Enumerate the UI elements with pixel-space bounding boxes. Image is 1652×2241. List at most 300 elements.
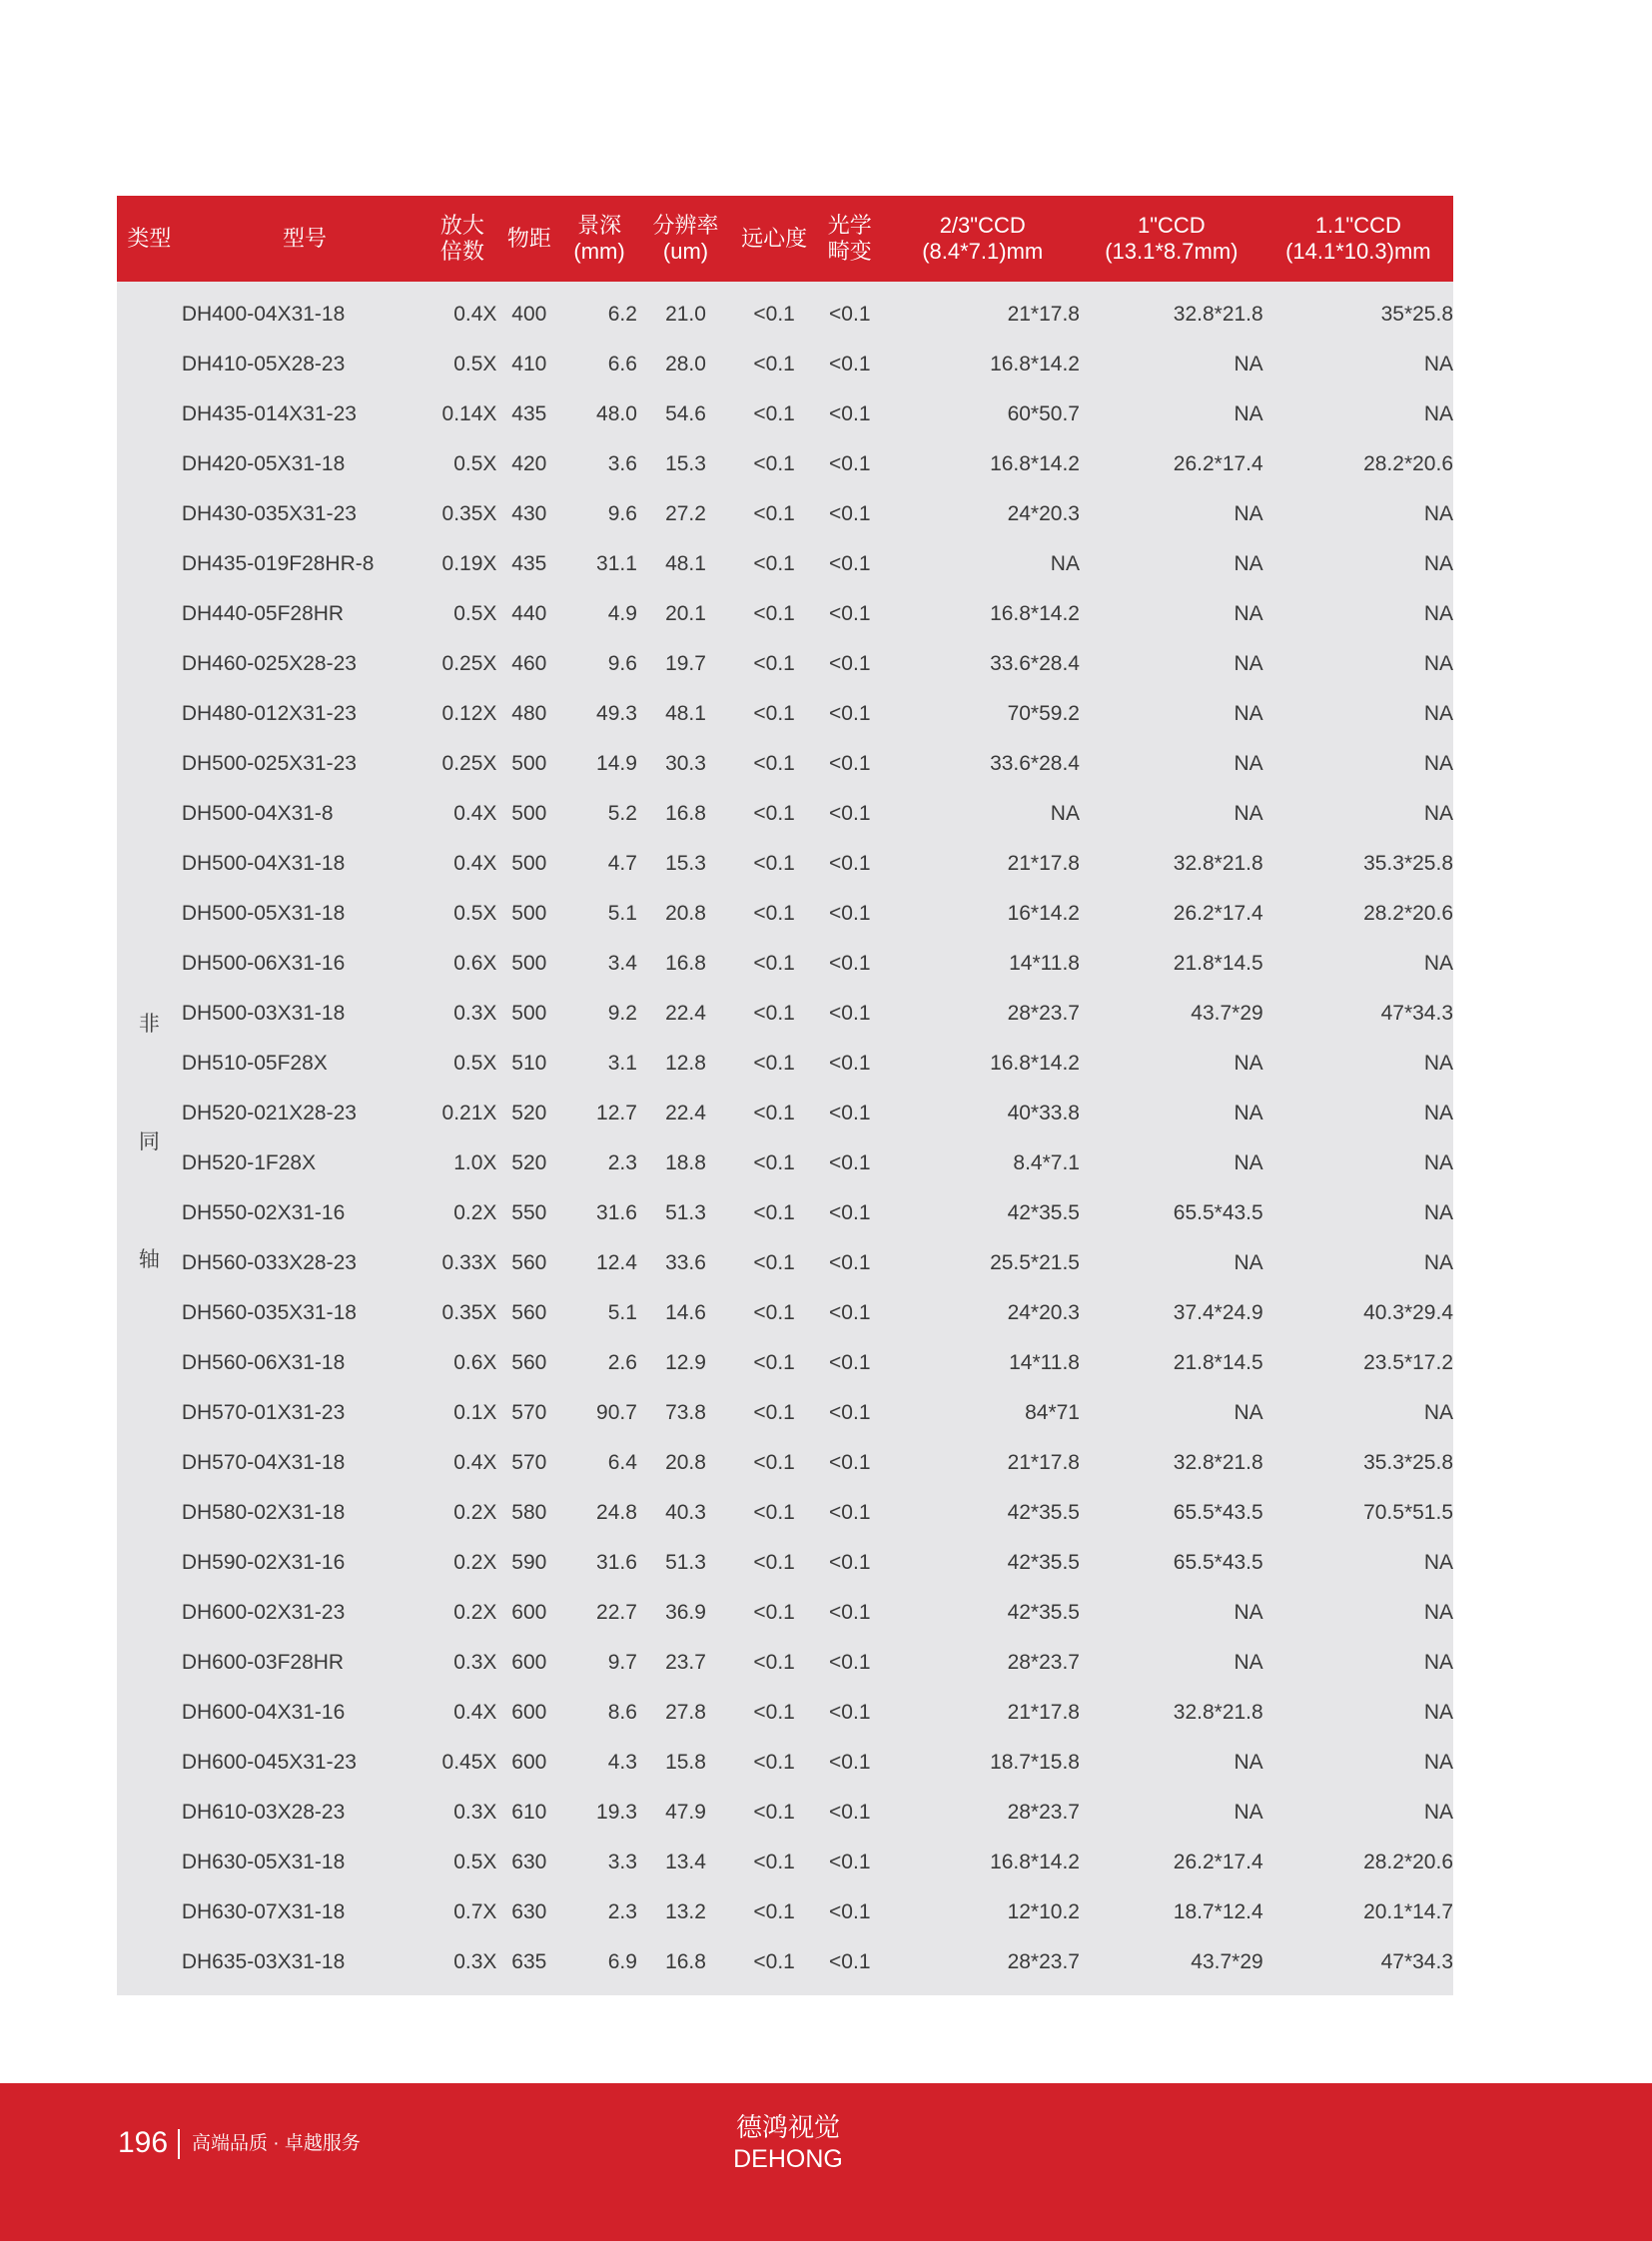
working-distance-cell: 570 — [511, 1451, 547, 1474]
working-distance-cell: 510 — [511, 1052, 547, 1075]
magnification-cell: 0.7X — [453, 1900, 497, 1923]
telecentricity-cell: <0.1 — [753, 1102, 795, 1124]
resolution-cell: 21.0 — [665, 303, 706, 326]
model-cell: DH520-021X28-23 — [181, 1102, 357, 1124]
depth-of-field-cell: 4.7 — [607, 852, 637, 875]
working-distance-cell: 500 — [511, 752, 547, 775]
ccd-1-cell: NA — [1234, 652, 1263, 675]
ccd-2-3-cell: 28*23.7 — [1007, 1651, 1080, 1674]
ccd-2-3-cell: 16.8*14.2 — [990, 452, 1080, 475]
ccd-1-1-cell: NA — [1423, 1052, 1453, 1075]
table-row — [117, 1838, 1453, 1887]
distortion-cell: <0.1 — [829, 952, 871, 975]
resolution-cell: 33.6 — [665, 1251, 706, 1274]
ccd-2-3-cell: 21*17.8 — [1007, 852, 1080, 875]
table-row — [117, 889, 1453, 939]
type-label-char: 轴 — [138, 1248, 160, 1271]
resolution-cell: 22.4 — [665, 1002, 706, 1025]
model-cell: DH630-07X31-18 — [181, 1900, 346, 1923]
spec-table — [117, 196, 1453, 1995]
ccd-1-1-cell: NA — [1423, 1801, 1453, 1824]
working-distance-cell: 560 — [511, 1351, 547, 1374]
telecentricity-cell: <0.1 — [753, 402, 795, 425]
magnification-cell: 0.2X — [453, 1601, 497, 1624]
telecentricity-cell: <0.1 — [753, 1201, 795, 1224]
model-cell: DH500-05X31-18 — [181, 902, 346, 925]
ccd-2-3-cell: 14*11.8 — [1009, 1351, 1080, 1374]
model-cell: DH635-03X31-18 — [181, 1950, 346, 1973]
header-type: 类型 — [127, 226, 172, 251]
table-row — [117, 282, 1453, 340]
magnification-cell: 0.5X — [453, 902, 497, 925]
distortion-cell: <0.1 — [829, 1501, 871, 1524]
ccd-1-1-cell: 47*34.3 — [1380, 1950, 1453, 1973]
ccd-1-cell: 21.8*14.5 — [1173, 1351, 1263, 1374]
ccd-1-cell: 32.8*21.8 — [1173, 1451, 1263, 1474]
distortion-cell: <0.1 — [829, 1701, 871, 1724]
model-cell: DH500-04X31-8 — [181, 802, 334, 825]
magnification-cell: 0.2X — [453, 1551, 497, 1574]
telecentricity-cell: <0.1 — [753, 1601, 795, 1624]
magnification-cell: 0.19X — [441, 552, 497, 575]
working-distance-cell: 630 — [511, 1851, 547, 1873]
type-label-char: 同 — [138, 1130, 160, 1153]
model-cell: DH460-025X28-23 — [181, 652, 357, 675]
ccd-1-1-cell: NA — [1423, 402, 1453, 425]
resolution-cell: 47.9 — [665, 1801, 706, 1824]
telecentricity-cell: <0.1 — [753, 752, 795, 775]
distortion-cell: <0.1 — [829, 602, 871, 625]
ccd-1-1-cell: 28.2*20.6 — [1363, 1851, 1453, 1873]
model-cell: DH510-05F28X — [181, 1052, 328, 1075]
ccd-1-1-cell: 20.1*14.7 — [1363, 1900, 1453, 1923]
resolution-cell: 14.6 — [665, 1301, 706, 1324]
magnification-cell: 0.4X — [453, 802, 497, 825]
table-row — [117, 1488, 1453, 1538]
distortion-cell: <0.1 — [829, 552, 871, 575]
model-cell: DH600-045X31-23 — [181, 1751, 357, 1774]
ccd-2-3-cell: 16.8*14.2 — [990, 1052, 1080, 1075]
ccd-1-1-cell: NA — [1423, 1651, 1453, 1674]
table-row — [117, 1238, 1453, 1288]
table-row — [117, 739, 1453, 789]
ccd-2-3-cell: NA — [1050, 552, 1080, 575]
ccd-1-cell: NA — [1234, 1401, 1263, 1424]
magnification-cell: 0.25X — [441, 752, 497, 775]
distortion-cell: <0.1 — [829, 1102, 871, 1124]
resolution-cell: 27.2 — [665, 502, 706, 525]
ccd-1-cell: NA — [1234, 552, 1263, 575]
telecentricity-cell: <0.1 — [753, 1401, 795, 1424]
model-cell: DH600-02X31-23 — [181, 1601, 346, 1624]
ccd-1-cell: 32.8*21.8 — [1173, 303, 1263, 326]
model-cell: DH430-035X31-23 — [181, 502, 357, 525]
ccd-1-1-cell: NA — [1423, 1201, 1453, 1224]
telecentricity-cell: <0.1 — [753, 952, 795, 975]
magnification-cell: 0.6X — [453, 952, 497, 975]
working-distance-cell: 500 — [511, 852, 547, 875]
distortion-cell: <0.1 — [829, 1401, 871, 1424]
ccd-2-3-cell: 14*11.8 — [1009, 952, 1080, 975]
working-distance-cell: 430 — [511, 502, 547, 525]
distortion-cell: <0.1 — [829, 1751, 871, 1774]
resolution-cell: 15.3 — [665, 452, 706, 475]
magnification-cell: 0.2X — [453, 1501, 497, 1524]
ccd-1-cell: NA — [1234, 1751, 1263, 1774]
ccd-1-cell: NA — [1234, 1251, 1263, 1274]
table-row — [117, 539, 1453, 589]
table-row — [117, 1788, 1453, 1838]
magnification-cell: 0.5X — [453, 1851, 497, 1873]
distortion-cell: <0.1 — [829, 802, 871, 825]
ccd-2-3-cell: 33.6*28.4 — [990, 752, 1080, 775]
working-distance-cell: 600 — [511, 1751, 547, 1774]
brand-name-cn: 德鸿视觉 — [735, 2112, 840, 2142]
magnification-cell: 0.33X — [441, 1251, 497, 1274]
working-distance-cell: 410 — [511, 353, 547, 375]
telecentricity-cell: <0.1 — [753, 1651, 795, 1674]
distortion-cell: <0.1 — [829, 852, 871, 875]
depth-of-field-cell: 31.6 — [596, 1201, 637, 1224]
working-distance-cell: 500 — [511, 952, 547, 975]
ccd-2-3-cell: 40*33.8 — [1007, 1102, 1080, 1124]
table-row — [117, 489, 1453, 539]
resolution-cell: 20.1 — [665, 602, 706, 625]
telecentricity-cell: <0.1 — [753, 303, 795, 326]
depth-of-field-cell: 8.6 — [607, 1701, 637, 1724]
telecentricity-cell: <0.1 — [753, 1950, 795, 1973]
ccd-2-3-cell: 60*50.7 — [1007, 402, 1080, 425]
telecentricity-cell: <0.1 — [753, 1002, 795, 1025]
depth-of-field-cell: 31.1 — [596, 552, 637, 575]
header-magnification: 放大 倍数 — [439, 213, 484, 264]
model-cell: DH500-06X31-16 — [181, 952, 346, 975]
table-row — [117, 389, 1453, 439]
distortion-cell: <0.1 — [829, 1451, 871, 1474]
telecentricity-cell: <0.1 — [753, 852, 795, 875]
depth-of-field-cell: 9.7 — [607, 1651, 637, 1674]
distortion-cell: <0.1 — [829, 1301, 871, 1324]
resolution-cell: 20.8 — [665, 1451, 706, 1474]
resolution-cell: 36.9 — [665, 1601, 706, 1624]
magnification-cell: 0.5X — [453, 602, 497, 625]
magnification-cell: 0.6X — [453, 1351, 497, 1374]
table-row — [117, 1688, 1453, 1738]
ccd-1-cell: 65.5*43.5 — [1173, 1501, 1263, 1524]
depth-of-field-cell: 90.7 — [596, 1401, 637, 1424]
depth-of-field-cell: 31.6 — [596, 1551, 637, 1574]
ccd-1-1-cell: NA — [1423, 1751, 1453, 1774]
depth-of-field-cell: 4.3 — [607, 1751, 637, 1774]
depth-of-field-cell: 49.3 — [596, 702, 637, 725]
resolution-cell: 16.8 — [665, 952, 706, 975]
resolution-cell: 28.0 — [665, 353, 706, 375]
model-cell: DH550-02X31-16 — [181, 1201, 346, 1224]
ccd-1-1-cell: NA — [1423, 1401, 1453, 1424]
resolution-cell: 51.3 — [665, 1551, 706, 1574]
header-telecentricity: 远心度 — [741, 226, 808, 251]
ccd-2-3-cell: 84*71 — [1025, 1401, 1080, 1424]
model-cell: DH440-05F28HR — [181, 602, 345, 625]
depth-of-field-cell: 5.2 — [607, 802, 637, 825]
depth-of-field-cell: 19.3 — [596, 1801, 637, 1824]
working-distance-cell: 560 — [511, 1301, 547, 1324]
ccd-2-3-cell: 33.6*28.4 — [990, 652, 1080, 675]
ccd-1-cell: 43.7*29 — [1191, 1002, 1263, 1025]
ccd-1-1-cell: 35.3*25.8 — [1363, 852, 1453, 875]
ccd-2-3-cell: 24*20.3 — [1007, 502, 1080, 525]
ccd-1-cell: 37.4*24.9 — [1173, 1301, 1263, 1324]
model-cell: DH480-012X31-23 — [181, 702, 357, 725]
depth-of-field-cell: 2.3 — [607, 1151, 637, 1174]
magnification-cell: 0.4X — [453, 852, 497, 875]
magnification-cell: 0.45X — [441, 1751, 497, 1774]
magnification-cell: 0.21X — [441, 1102, 497, 1124]
telecentricity-cell: <0.1 — [753, 1551, 795, 1574]
table-row — [117, 1089, 1453, 1138]
distortion-cell: <0.1 — [829, 1201, 871, 1224]
telecentricity-cell: <0.1 — [753, 1351, 795, 1374]
table-header-row — [117, 196, 1453, 282]
distortion-cell: <0.1 — [829, 1052, 871, 1075]
ccd-1-cell: NA — [1234, 353, 1263, 375]
ccd-1-cell: NA — [1234, 1052, 1263, 1075]
distortion-cell: <0.1 — [829, 1651, 871, 1674]
depth-of-field-cell: 14.9 — [596, 752, 637, 775]
distortion-cell: <0.1 — [829, 1950, 871, 1973]
ccd-1-1-cell: NA — [1423, 1251, 1453, 1274]
model-cell: DH410-05X28-23 — [181, 353, 346, 375]
table-row — [117, 589, 1453, 639]
depth-of-field-cell: 3.4 — [607, 952, 637, 975]
model-cell: DH500-025X31-23 — [181, 752, 357, 775]
ccd-2-3-cell: 42*35.5 — [1007, 1601, 1080, 1624]
distortion-cell: <0.1 — [829, 1002, 871, 1025]
model-cell: DH610-03X28-23 — [181, 1801, 346, 1824]
ccd-1-1-cell: NA — [1423, 1601, 1453, 1624]
working-distance-cell: 500 — [511, 802, 547, 825]
ccd-1-1-cell: NA — [1423, 1102, 1453, 1124]
ccd-2-3-cell: 21*17.8 — [1007, 1451, 1080, 1474]
model-cell: DH590-02X31-16 — [181, 1551, 346, 1574]
table-row — [117, 1588, 1453, 1638]
telecentricity-cell: <0.1 — [753, 1052, 795, 1075]
ccd-1-1-cell: NA — [1423, 702, 1453, 725]
telecentricity-cell: <0.1 — [753, 1151, 795, 1174]
depth-of-field-cell: 3.3 — [607, 1851, 637, 1873]
working-distance-cell: 550 — [511, 1201, 547, 1224]
magnification-cell: 0.5X — [453, 1052, 497, 1075]
distortion-cell: <0.1 — [829, 1801, 871, 1824]
model-cell: DH560-06X31-18 — [181, 1351, 346, 1374]
resolution-cell: 16.8 — [665, 802, 706, 825]
table-row — [117, 1538, 1453, 1588]
ccd-1-1-cell: NA — [1423, 652, 1453, 675]
working-distance-cell: 500 — [511, 1002, 547, 1025]
ccd-2-3-cell: 25.5*21.5 — [990, 1251, 1080, 1274]
magnification-cell: 0.5X — [453, 452, 497, 475]
ccd-2-3-cell: 28*23.7 — [1007, 1801, 1080, 1824]
header-working-distance: 物距 — [506, 226, 551, 251]
model-cell: DH420-05X31-18 — [181, 452, 346, 475]
ccd-1-cell: NA — [1234, 602, 1263, 625]
depth-of-field-cell: 9.6 — [607, 502, 637, 525]
footer-slogan: 高端品质 · 卓越服务 — [192, 2133, 361, 2154]
magnification-cell: 0.4X — [453, 1451, 497, 1474]
working-distance-cell: 520 — [511, 1102, 547, 1124]
magnification-cell: 0.14X — [441, 402, 497, 425]
depth-of-field-cell: 4.9 — [607, 602, 637, 625]
model-cell: DH500-04X31-18 — [181, 852, 346, 875]
depth-of-field-cell: 3.1 — [607, 1052, 637, 1075]
ccd-1-cell: NA — [1234, 702, 1263, 725]
resolution-cell: 73.8 — [665, 1401, 706, 1424]
telecentricity-cell: <0.1 — [753, 702, 795, 725]
table-row — [117, 1738, 1453, 1788]
table-body — [117, 282, 1453, 1995]
telecentricity-cell: <0.1 — [753, 1801, 795, 1824]
magnification-cell: 0.3X — [453, 1002, 497, 1025]
ccd-1-1-cell: NA — [1423, 952, 1453, 975]
working-distance-cell: 420 — [511, 452, 547, 475]
ccd-1-cell: NA — [1234, 1102, 1263, 1124]
distortion-cell: <0.1 — [829, 502, 871, 525]
model-cell: DH435-019F28HR-8 — [181, 552, 375, 575]
working-distance-cell: 480 — [511, 702, 547, 725]
magnification-cell: 0.3X — [453, 1950, 497, 1973]
table-row — [117, 1039, 1453, 1089]
working-distance-cell: 560 — [511, 1251, 547, 1274]
ccd-1-cell: NA — [1234, 402, 1263, 425]
depth-of-field-cell: 24.8 — [596, 1501, 637, 1524]
ccd-2-3-cell: 18.7*15.8 — [990, 1751, 1080, 1774]
resolution-cell: 48.1 — [665, 702, 706, 725]
ccd-1-cell: 18.7*12.4 — [1173, 1900, 1263, 1923]
header-distortion: 光学 畸变 — [827, 213, 872, 264]
ccd-2-3-cell: 16.8*14.2 — [990, 1851, 1080, 1873]
resolution-cell: 15.3 — [665, 852, 706, 875]
table-row — [117, 1937, 1453, 1995]
telecentricity-cell: <0.1 — [753, 552, 795, 575]
distortion-cell: <0.1 — [829, 353, 871, 375]
distortion-cell: <0.1 — [829, 1151, 871, 1174]
footer-bar — [0, 2083, 1652, 2241]
ccd-1-1-cell: 28.2*20.6 — [1363, 902, 1453, 925]
table-row — [117, 1388, 1453, 1438]
working-distance-cell: 440 — [511, 602, 547, 625]
model-cell: DH560-033X28-23 — [181, 1251, 357, 1274]
table-row — [117, 689, 1453, 739]
distortion-cell: <0.1 — [829, 1900, 871, 1923]
ccd-1-1-cell: NA — [1423, 752, 1453, 775]
type-label-char: 非 — [138, 1013, 160, 1036]
magnification-cell: 0.3X — [453, 1801, 497, 1824]
model-cell: DH500-03X31-18 — [181, 1002, 346, 1025]
depth-of-field-cell: 6.4 — [607, 1451, 637, 1474]
magnification-cell: 0.4X — [453, 303, 497, 326]
telecentricity-cell: <0.1 — [753, 452, 795, 475]
working-distance-cell: 610 — [511, 1801, 547, 1824]
distortion-cell: <0.1 — [829, 1601, 871, 1624]
resolution-cell: 16.8 — [665, 1950, 706, 1973]
ccd-2-3-cell: 28*23.7 — [1007, 1002, 1080, 1025]
ccd-1-1-cell: NA — [1423, 1151, 1453, 1174]
header-ccd-2-3: 2/3"CCD (8.4*7.1)mm — [922, 213, 1044, 264]
distortion-cell: <0.1 — [829, 402, 871, 425]
depth-of-field-cell: 12.7 — [596, 1102, 637, 1124]
model-cell: DH560-035X31-18 — [181, 1301, 357, 1324]
working-distance-cell: 435 — [511, 402, 547, 425]
resolution-cell: 20.8 — [665, 902, 706, 925]
working-distance-cell: 590 — [511, 1551, 547, 1574]
table-row — [117, 340, 1453, 389]
brand-name-en: DEHONG — [733, 2145, 843, 2173]
ccd-1-cell: 26.2*17.4 — [1173, 902, 1263, 925]
telecentricity-cell: <0.1 — [753, 652, 795, 675]
magnification-cell: 0.4X — [453, 1701, 497, 1724]
resolution-cell: 19.7 — [665, 652, 706, 675]
resolution-cell: 27.8 — [665, 1701, 706, 1724]
telecentricity-cell: <0.1 — [753, 1451, 795, 1474]
model-cell: DH600-03F28HR — [181, 1651, 345, 1674]
ccd-1-cell: 21.8*14.5 — [1173, 952, 1263, 975]
table-row — [117, 1338, 1453, 1388]
ccd-1-cell: 43.7*29 — [1191, 1950, 1263, 1973]
telecentricity-cell: <0.1 — [753, 502, 795, 525]
ccd-2-3-cell: 21*17.8 — [1007, 1701, 1080, 1724]
ccd-1-1-cell: 28.2*20.6 — [1363, 452, 1453, 475]
resolution-cell: 48.1 — [665, 552, 706, 575]
resolution-cell: 23.7 — [665, 1651, 706, 1674]
depth-of-field-cell: 12.4 — [596, 1251, 637, 1274]
table-row — [117, 839, 1453, 889]
working-distance-cell: 570 — [511, 1401, 547, 1424]
header-depth-of-field: 景深 (mm) — [573, 213, 625, 264]
magnification-cell: 0.5X — [453, 353, 497, 375]
ccd-2-3-cell: 70*59.2 — [1007, 702, 1080, 725]
table-row — [117, 639, 1453, 689]
model-cell: DH520-1F28X — [181, 1151, 317, 1174]
magnification-cell: 0.12X — [441, 702, 497, 725]
ccd-1-cell: NA — [1234, 802, 1263, 825]
table-row — [117, 1138, 1453, 1188]
ccd-1-1-cell: 23.5*17.2 — [1363, 1351, 1453, 1374]
telecentricity-cell: <0.1 — [753, 1301, 795, 1324]
magnification-cell: 0.3X — [453, 1651, 497, 1674]
ccd-2-3-cell: 8.4*7.1 — [1013, 1151, 1080, 1174]
magnification-cell: 0.2X — [453, 1201, 497, 1224]
working-distance-cell: 460 — [511, 652, 547, 675]
depth-of-field-cell: 9.2 — [607, 1002, 637, 1025]
depth-of-field-cell: 5.1 — [607, 1301, 637, 1324]
ccd-2-3-cell: NA — [1050, 802, 1080, 825]
ccd-1-1-cell: 47*34.3 — [1380, 1002, 1453, 1025]
ccd-2-3-cell: 24*20.3 — [1007, 1301, 1080, 1324]
ccd-1-cell: 26.2*17.4 — [1173, 1851, 1263, 1873]
ccd-2-3-cell: 42*35.5 — [1007, 1551, 1080, 1574]
resolution-cell: 13.4 — [665, 1851, 706, 1873]
depth-of-field-cell: 6.9 — [607, 1950, 637, 1973]
telecentricity-cell: <0.1 — [753, 902, 795, 925]
table-row — [117, 1188, 1453, 1238]
ccd-1-cell: NA — [1234, 1801, 1263, 1824]
resolution-cell: 13.2 — [665, 1900, 706, 1923]
ccd-2-3-cell: 42*35.5 — [1007, 1501, 1080, 1524]
working-distance-cell: 580 — [511, 1501, 547, 1524]
telecentricity-cell: <0.1 — [753, 1851, 795, 1873]
table-row — [117, 939, 1453, 989]
depth-of-field-cell: 2.6 — [607, 1351, 637, 1374]
